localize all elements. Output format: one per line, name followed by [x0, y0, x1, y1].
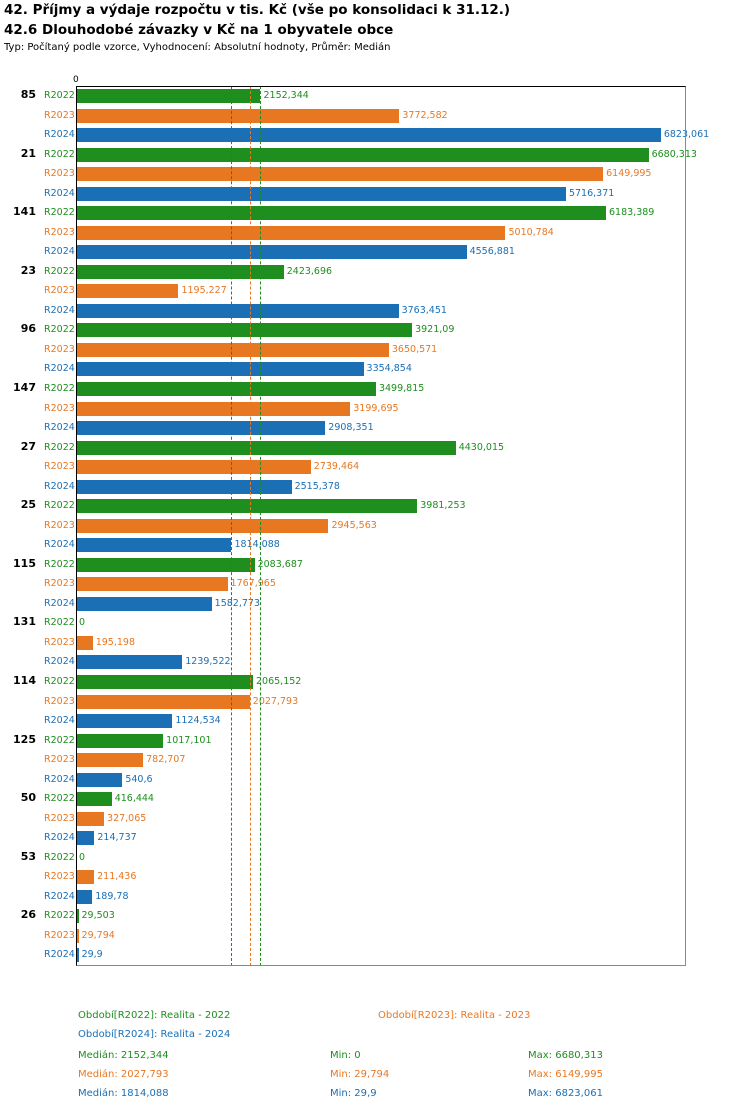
series-label: R2022 [44, 617, 75, 629]
bar-value-label: 3981,253 [420, 500, 466, 512]
bar[interactable] [76, 675, 253, 689]
bar-value-label: 0 [79, 617, 86, 629]
bar-group [20, 848, 686, 907]
bar-value-label: 211,436 [97, 871, 137, 883]
series-label: R2023 [44, 695, 75, 707]
bar[interactable] [76, 284, 178, 298]
bar[interactable] [76, 577, 228, 591]
group-category-label: 26 [20, 908, 36, 922]
bar-row[interactable] [44, 106, 686, 126]
legend-min: Min: 0 [330, 1050, 361, 1061]
bar-row[interactable] [44, 594, 686, 614]
legend-series-r2023: Období[R2023]: Realita - 2023 [378, 1010, 531, 1021]
bar-group [13, 203, 686, 262]
series-label: R2023 [44, 343, 75, 355]
bar[interactable] [76, 773, 122, 787]
bar-row[interactable] [44, 887, 686, 907]
bar-row[interactable] [44, 926, 686, 946]
series-label: R2022 [44, 148, 75, 160]
bar-row[interactable] [44, 399, 686, 419]
bar-row[interactable] [44, 125, 710, 145]
group-category-label: 141 [13, 205, 36, 219]
legend-series-r2024: Období[R2024]: Realita - 2024 [78, 1029, 231, 1040]
bar-row[interactable] [44, 711, 686, 731]
bar-row[interactable] [44, 809, 686, 829]
bar-row[interactable] [44, 457, 686, 477]
bar-row[interactable] [44, 340, 686, 360]
bar[interactable] [76, 304, 399, 318]
group-category-label: 115 [13, 556, 36, 570]
bar[interactable] [76, 148, 649, 162]
bar-row[interactable] [44, 223, 686, 243]
series-label: R2023 [44, 578, 75, 590]
series-label: R2023 [44, 519, 75, 531]
bar-row[interactable] [44, 789, 686, 809]
bar-value-label: 3650,571 [391, 343, 438, 355]
group-category-label: 147 [13, 381, 36, 394]
series-label: R2023 [44, 636, 75, 648]
series-label: R2024 [44, 715, 75, 726]
bar[interactable] [76, 362, 364, 376]
bar-row[interactable] [44, 652, 686, 672]
bar[interactable] [76, 265, 284, 279]
series-label: R2022 [44, 500, 75, 512]
bar-group [13, 731, 686, 790]
group-category-label: 53 [20, 849, 36, 863]
bar-row[interactable] [44, 828, 686, 848]
bar-group [20, 496, 686, 555]
bar[interactable] [76, 870, 94, 884]
bar[interactable] [76, 538, 231, 552]
series-label: R2023 [44, 168, 75, 180]
bar-row[interactable] [44, 613, 686, 633]
bar-value-label: 2945,563 [331, 519, 377, 531]
bar-value-label: 29,503 [81, 910, 115, 922]
bar[interactable] [76, 558, 255, 572]
bar-row[interactable] [44, 692, 686, 712]
bar[interactable] [76, 245, 467, 259]
bar[interactable] [76, 128, 661, 142]
bar-row[interactable] [44, 945, 686, 965]
bar[interactable] [76, 206, 606, 220]
axis-zero-label: 0 [73, 75, 79, 85]
bar[interactable] [76, 695, 250, 709]
bar-row[interactable] [44, 379, 686, 399]
bar-row[interactable] [44, 145, 697, 165]
bar[interactable] [76, 890, 92, 904]
series-label: R2022 [44, 910, 75, 922]
bar-group [20, 906, 686, 965]
chart-title-line1: 42. Příjmy a výdaje rozpočtu v tis. Kč (vše po konsolidaci k 31.12.) [4, 2, 511, 18]
bar-row[interactable] [44, 496, 686, 516]
bar-value-label: 1124,534 [175, 715, 221, 726]
bar-value-label: 3772,582 [402, 109, 448, 121]
series-label: R2023 [44, 285, 75, 297]
bar[interactable] [76, 714, 172, 728]
series-label: R2022 [44, 793, 75, 805]
bar[interactable] [76, 929, 79, 943]
legend-median: Medián: 2027,793 [78, 1069, 169, 1080]
bar-group [20, 86, 710, 145]
bar-value-label: 3499,815 [378, 383, 425, 394]
plot-area [13, 86, 710, 966]
bar-row[interactable] [44, 535, 686, 555]
legend-max: Max: 6149,995 [528, 1069, 603, 1080]
series-label: R2023 [44, 461, 75, 473]
bar[interactable] [76, 792, 112, 806]
legend-median: Medián: 1814,088 [78, 1088, 169, 1099]
group-category-label: 125 [13, 732, 36, 746]
group-category-label: 96 [20, 322, 36, 336]
bar-value-label: 2515,378 [294, 480, 340, 492]
bar-group [20, 320, 686, 379]
bar[interactable] [76, 109, 399, 123]
bar-value-label: 3763,451 [401, 304, 447, 316]
chart-subtitle: Typ: Počítaný podle vzorce, Vyhodnocení: Absolutní hodnoty, Průměr: Medián [4, 42, 391, 53]
bar-group [13, 672, 686, 731]
bar-row[interactable] [44, 750, 686, 770]
group-category-label: 50 [20, 791, 36, 805]
bar-value-label: 2908,351 [328, 422, 374, 433]
bar-row[interactable] [44, 574, 686, 594]
bar-row[interactable] [44, 731, 686, 751]
bar-row[interactable] [44, 359, 686, 379]
bar-value-label: 416,444 [114, 793, 154, 805]
bar[interactable] [76, 597, 212, 611]
series-label: R2023 [44, 812, 75, 824]
bar-row[interactable] [44, 242, 686, 262]
bar-group [13, 613, 686, 672]
group-category-label: 25 [20, 498, 36, 512]
bar[interactable] [76, 734, 163, 748]
bar[interactable] [76, 89, 260, 103]
bar-value-label: 1582,773 [214, 597, 260, 609]
bar-row[interactable] [44, 184, 686, 204]
bar-row[interactable] [44, 203, 686, 223]
bar[interactable] [76, 460, 311, 474]
bar[interactable] [76, 909, 79, 923]
legend-max: Max: 6680,313 [528, 1050, 603, 1061]
bar-value-label: 29,794 [81, 929, 115, 941]
bar[interactable] [76, 831, 94, 845]
bar-value-label: 1814,088 [234, 539, 280, 551]
group-category-label: 131 [13, 615, 36, 629]
legend-min: Min: 29,9 [330, 1088, 377, 1099]
bar-group [13, 555, 686, 614]
bar-row[interactable] [44, 867, 686, 887]
bar-value-label: 5716,371 [568, 187, 615, 199]
series-label: R2022 [44, 383, 75, 394]
series-label: R2024 [44, 539, 75, 551]
series-label: R2024 [44, 246, 75, 258]
bar-row[interactable] [44, 477, 686, 497]
group-category-label: 85 [20, 88, 36, 101]
bar-row[interactable] [44, 770, 686, 790]
series-label: R2024 [44, 832, 75, 844]
bar-value-label: 4430,015 [458, 441, 505, 453]
series-label: R2023 [44, 754, 75, 766]
bar[interactable] [76, 655, 182, 669]
bar-value-label: 2739,464 [313, 461, 360, 473]
group-category-label: 27 [20, 439, 36, 453]
bar-row[interactable] [44, 418, 686, 438]
bar-value-label: 4556,881 [469, 246, 515, 258]
series-label: R2023 [44, 402, 75, 414]
bar-value-label: 195,198 [95, 636, 136, 648]
legend-min: Min: 29,794 [330, 1069, 390, 1080]
bar-value-label: 2083,687 [257, 558, 303, 570]
bar-value-label: 6149,995 [606, 168, 652, 180]
bar-value-label: 189,78 [95, 890, 129, 902]
series-label: R2024 [44, 773, 75, 785]
series-label: R2024 [44, 597, 75, 609]
bar[interactable] [76, 382, 376, 396]
bar-row[interactable] [44, 848, 686, 868]
bar-row[interactable] [44, 555, 686, 575]
legend-median: Medián: 2152,344 [78, 1050, 169, 1061]
bar-value-label: 6680,313 [651, 148, 697, 160]
series-label: R2022 [44, 558, 75, 570]
bar-row[interactable] [44, 86, 686, 106]
bar[interactable] [76, 519, 328, 533]
series-label: R2022 [44, 676, 75, 687]
bar-value-label: 3921,09 [415, 324, 455, 336]
bar-group [13, 379, 686, 438]
series-label: R2024 [44, 304, 75, 316]
group-category-label: 23 [20, 263, 36, 277]
median-line [260, 86, 261, 966]
bar-value-label: 327,065 [107, 812, 147, 824]
series-label: R2023 [44, 871, 75, 883]
group-category-label: 114 [13, 674, 36, 687]
series-label: R2022 [44, 90, 75, 101]
bar-value-label: 2027,793 [252, 695, 299, 707]
bar[interactable] [76, 441, 456, 455]
bar[interactable] [76, 480, 292, 494]
series-label: R2023 [44, 929, 75, 941]
bar-value-label: 214,737 [97, 832, 137, 844]
bar-value-label: 5010,784 [508, 226, 554, 238]
series-label: R2024 [44, 422, 75, 433]
bar[interactable] [76, 187, 566, 201]
bar-value-label: 1195,227 [181, 285, 227, 297]
bar-row[interactable] [44, 164, 686, 184]
series-label: R2022 [44, 441, 75, 453]
bar[interactable] [76, 402, 350, 416]
series-label: R2024 [44, 949, 75, 961]
bar-row[interactable] [44, 906, 686, 926]
bar-group [20, 145, 697, 204]
bar-row[interactable] [44, 633, 686, 653]
legend-series-r2022: Období[R2022]: Realita - 2022 [78, 1010, 231, 1021]
bar[interactable] [76, 948, 79, 962]
series-label: R2022 [44, 734, 75, 746]
series-label: R2023 [44, 109, 75, 121]
bar-value-label: 2065,152 [256, 676, 302, 687]
bar-group [20, 438, 686, 497]
bar-value-label: 1017,101 [166, 734, 212, 746]
bar-value-label: 1767,965 [230, 578, 276, 590]
legend-max: Max: 6823,061 [528, 1088, 603, 1099]
group-category-label: 21 [20, 146, 36, 160]
bar[interactable] [76, 753, 143, 767]
bar-value-label: 2423,696 [286, 265, 333, 277]
bar-row[interactable] [44, 516, 686, 536]
bar[interactable] [76, 323, 412, 337]
median-line [250, 86, 251, 966]
bar-value-label: 29,9 [81, 949, 103, 961]
series-label: R2022 [44, 851, 75, 863]
bar-value-label: 0 [79, 851, 86, 863]
series-label: R2022 [44, 265, 75, 277]
bar[interactable] [76, 421, 325, 435]
series-label: R2024 [44, 480, 75, 492]
bar[interactable] [76, 167, 603, 181]
bar-row[interactable] [44, 320, 686, 340]
bar-group [20, 789, 686, 848]
series-label: R2022 [44, 324, 75, 336]
series-label: R2024 [44, 129, 75, 140]
bar-row[interactable] [44, 672, 686, 692]
bar-value-label: 3199,695 [353, 402, 399, 414]
series-label: R2024 [44, 890, 75, 902]
median-line [231, 86, 232, 966]
series-label: R2024 [44, 187, 75, 199]
bar-row[interactable] [44, 262, 686, 282]
bar-row[interactable] [44, 281, 686, 301]
bar-row[interactable] [44, 438, 686, 458]
chart-title-line2: 42.6 Dlouhodobé závazky v Kč na 1 obyvatele obce [4, 22, 394, 38]
bar[interactable] [76, 636, 93, 650]
bar-value-label: 2152,344 [263, 90, 309, 101]
bar-value-label: 3354,854 [366, 363, 412, 375]
bar-value-label: 6183,389 [609, 207, 655, 219]
bar[interactable] [76, 499, 417, 513]
bar-value-label: 6823,061 [663, 129, 710, 140]
bar[interactable] [76, 812, 104, 826]
series-label: R2022 [44, 207, 75, 219]
series-label: R2024 [44, 363, 75, 375]
series-label: R2023 [44, 226, 75, 238]
bar-value-label: 782,707 [146, 754, 186, 766]
bar-group [20, 262, 686, 321]
bar[interactable] [76, 226, 505, 240]
bar-value-label: 540,6 [125, 773, 153, 785]
bar-row[interactable] [44, 301, 686, 321]
series-label: R2024 [44, 656, 75, 668]
bar-value-label: 1239,522 [185, 656, 231, 668]
